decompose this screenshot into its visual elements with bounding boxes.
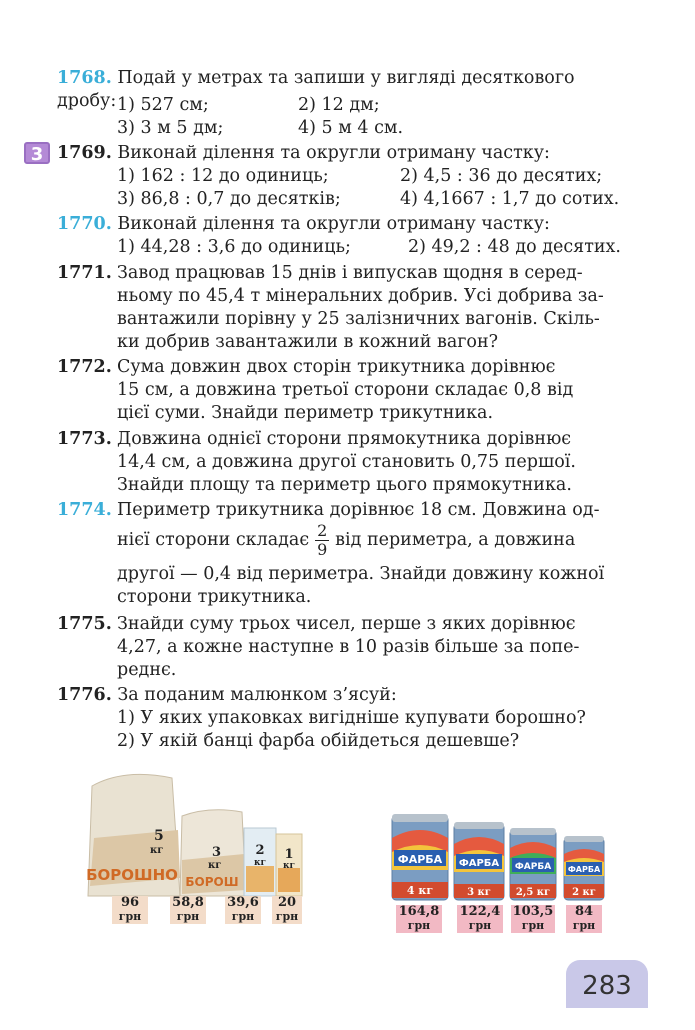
svg-text:кг: кг — [150, 845, 164, 856]
paint-price-2-5kg: 103,5 грн — [512, 904, 554, 932]
problem-number: 1769. — [57, 143, 112, 163]
svg-text:3 кг: 3 кг — [467, 887, 491, 898]
item: 3) 3 м 5 дм; — [117, 118, 224, 138]
problem-1775-text: Знайди суму трьох чисел, перше з яких дорівнює 4,27, а кожне наступне в 10 разів більше за попе- реднє. — [117, 614, 580, 680]
problem-1774-line1: Периметр трикутника дорівнює 18 см. Довжина од- — [117, 500, 600, 520]
problem-1770 — [57, 213, 637, 236]
problem-number: 1772. — [57, 357, 112, 377]
problem-text: За поданим малюнком з’ясуй: — [117, 685, 397, 705]
item: 2) 4,5 : 36 до десятих; — [400, 166, 603, 186]
problem-1774-line2: нієї сторони складає $\frac{2}{9}$ від периметра, а довжина — [117, 521, 576, 559]
flour-bags-illustration — [84, 768, 314, 898]
flour-bag-1kg — [276, 834, 302, 896]
level-badge: 3 — [24, 142, 50, 164]
item: 4) 5 м 4 см. — [298, 118, 404, 138]
problem-text: Виконай ділення та округли отриману частку: — [117, 214, 550, 234]
item: 2) У якій банці фарба обійдеться дешевше? — [117, 731, 520, 751]
item: 2) 12 дм; — [298, 95, 380, 115]
flour-price-1kg: 20 грн — [272, 896, 302, 924]
svg-text:БОРОШНО: БОРОШНО — [86, 866, 178, 884]
item: 1) У яких упаковках вигідніше купувати борошно? — [117, 708, 586, 728]
problem-1773-text: Довжина однієї сторони прямокутника дорівнює 14,4 см, а довжина другої становить 0,75 першої. Знайди площу та периметр цього прямокутника. — [117, 429, 576, 495]
problem-1769 — [57, 142, 637, 165]
flour-price-3kg: 58,8 грн — [170, 896, 206, 924]
flour-price-2kg: 39,6 грн — [225, 896, 261, 924]
svg-text:2: 2 — [255, 843, 265, 858]
paint-can-2-5kg — [510, 828, 556, 900]
page-number: 283 — [566, 960, 648, 1008]
item: 4) 4,1667 : 1,7 до сотих. — [400, 189, 620, 209]
item: 1) 44,28 : 3,6 до одиниць; — [117, 237, 351, 257]
problem-text: Подай у метрах та запиши у вигляді десяткового дробу: — [57, 68, 575, 111]
problem-number: 1768. — [57, 68, 112, 88]
problem-number: 1774. — [57, 500, 112, 520]
problem-1774-line4: сторони трикутника. — [117, 587, 312, 607]
problem-1771-text: Завод працював 15 днів і випускав щодня в серед- ньому по 45,4 т мінеральних добрив. Усі добрива за- вантажили порівну у 25 залізничних вагонів. Скіль- ки добрив завантажили в кожний вагон? — [117, 263, 604, 352]
svg-text:БОРОШ: БОРОШ — [185, 875, 239, 889]
svg-text:1: 1 — [284, 847, 294, 862]
problem-1776 — [57, 684, 637, 707]
svg-text:2 кг: 2 кг — [572, 887, 596, 898]
problem-number: 1776. — [57, 685, 112, 705]
problem-1774-line3: другої — 0,4 від периметра. Знайди довжину кожної — [117, 564, 605, 584]
paint-can-4kg — [392, 814, 448, 900]
problem-number: 1770. — [57, 214, 112, 234]
svg-text:4 кг: 4 кг — [406, 884, 434, 897]
flour-price-5kg: 96 грн — [112, 896, 148, 924]
paint-can-3kg — [454, 822, 504, 900]
paint-price-4kg: 164,8 грн — [396, 905, 442, 933]
problem-number: 1775. — [57, 614, 112, 634]
problem-number: 1771. — [57, 263, 112, 283]
svg-text:ФАРБА: ФАРБА — [397, 853, 443, 866]
svg-text:кг: кг — [253, 858, 267, 868]
problem-text: Виконай ділення та округли отриману частку: — [117, 143, 550, 163]
item: 1) 527 см; — [117, 95, 209, 115]
svg-text:3: 3 — [212, 845, 222, 860]
item: 3) 86,8 : 0,7 до десятків; — [117, 189, 341, 209]
item: 1) 162 : 12 до одиниць; — [117, 166, 329, 186]
svg-text:кг: кг — [208, 860, 222, 871]
svg-text:ФАРБА: ФАРБА — [458, 858, 500, 869]
paint-cans-illustration — [390, 808, 610, 902]
paint-can-2kg — [564, 836, 604, 900]
flour-bag-2kg — [244, 828, 276, 896]
svg-text:2,5 кг: 2,5 кг — [515, 887, 551, 898]
paint-price-3kg: 122,4 грн — [457, 905, 503, 933]
svg-text:5: 5 — [154, 828, 164, 844]
item: 2) 49,2 : 48 до десятих. — [408, 237, 621, 257]
flour-bag-5kg — [86, 774, 180, 896]
problem-1772-text: Сума довжин двох сторін трикутника дорівнює 15 см, а довжина третьої сторони складає 0,8 від цієї суми. Знайди периметр трикутника. — [117, 357, 574, 423]
svg-text:ФАРБА: ФАРБА — [514, 862, 552, 872]
paint-price-2kg: 84 грн — [566, 905, 602, 933]
flour-bag-3kg — [180, 810, 246, 896]
svg-text:ФАРБА: ФАРБА — [567, 865, 601, 874]
problem-number: 1773. — [57, 429, 112, 449]
fraction: $\frac{2}{9}$ — [317, 521, 328, 559]
svg-text:кг: кг — [282, 861, 296, 871]
